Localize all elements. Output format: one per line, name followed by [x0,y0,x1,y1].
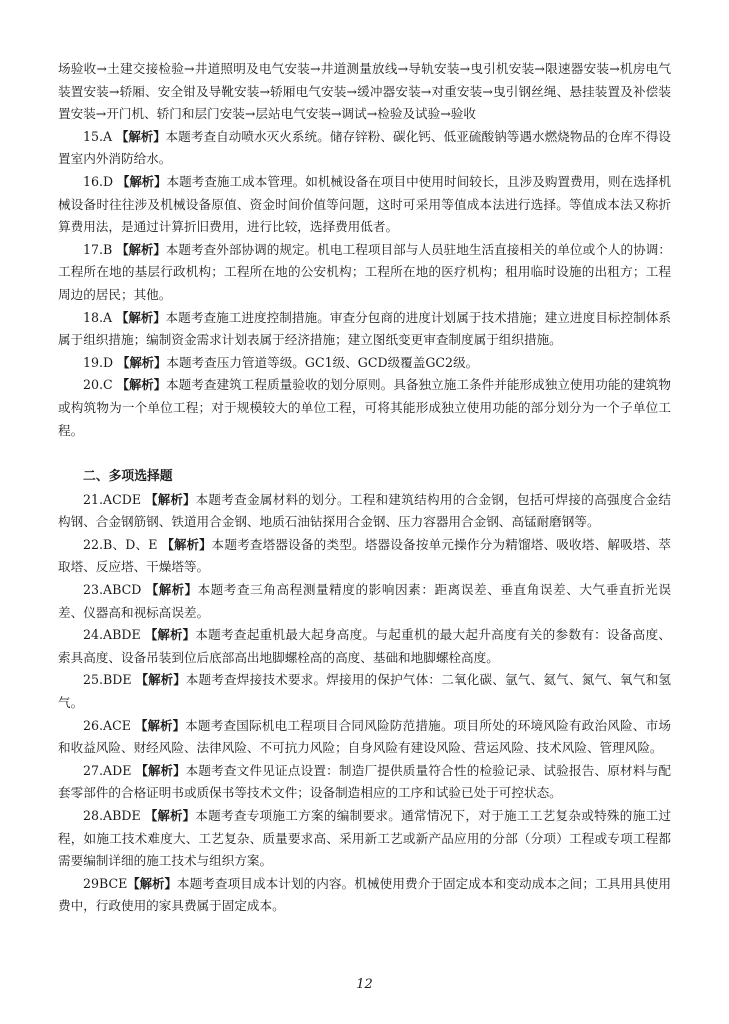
section-title-multiple-choice: 二、多项选择题 [83,469,173,485]
answer-number: 24.ABDE [83,627,141,643]
answer-number: 23.ABCD [83,582,142,598]
answer-22 [58,534,671,579]
answer-text: 本题考查项目成本计划的内容。机械使用费介于固定成本和变动成本之间；工具用具使用费中，行政使用的家具费属于固定成本。 [58,875,671,914]
answer-number: 22.B、D、E [83,536,158,552]
answer-number: 20.C [83,377,113,393]
analysis-tag: 【解析】 [161,537,212,552]
answer-text: 本题考查专项施工方案的编制要求。通常情况下，对于施工工艺复杂或特殊的施工过程，如施工技术难度大、工艺复杂、质量要求高、采用新工艺或新产品应用的分部（分项）工程或专项工程都需要编制详细的施工技术与组织方案。 [58,808,671,869]
page-content [58,58,671,918]
answer-text: 本题考查塔器设备的类型。塔器设备按单元操作分为精馏塔、吸收塔、解吸塔、萃取塔、反应塔、干燥塔等。 [58,536,671,575]
answer-text: 本题考查三角高程测量精度的影响因素：距离误差、垂直角误差、大气垂直折光误差、仪器高和视标高误差。 [58,582,671,620]
answer-18 [58,307,671,352]
answer-text: 本题考查施工成本管理。如机械设备在项目中使用时间较长，且涉及购置费用，则在选择机械设备时往往涉及机械设备原值、资金时间价值等问题，这时可采用等值成本法进行选择。等值成本法又称折算费用法，是通过计算折旧费用，进行比较，选择费用低者。 [58,173,671,235]
analysis-tag: 【解析】 [116,310,166,325]
intro-text: 场验收→土建交接检验→井道照明及电气安装→井道测量放线→导轨安装→曳引机安装→限速器安装→机房电气装置安装→轿厢、安全钳及导靴安装→轿厢电气安装→缓冲器安装→对重安装→曳引钢丝绳、悬挂装置及补偿装置安装→开门机、轿门和层门安装→层站电气安装→调试→检验及试验→验收 [58,61,671,122]
answer-24 [58,624,671,669]
answer-number: 18.A [83,309,113,325]
answer-number: 26.ACE [83,717,131,733]
answer-26 [58,715,671,760]
answer-number: 17.B [83,241,113,257]
analysis-tag: 【解析】 [117,355,167,370]
answer-number: 27.ADE [83,762,132,778]
answer-text: 本题考查自动喷水灭火系统。储存锌粉、碳化钙、低亚硫酸钠等遇水燃烧物品的仓库不得设置室内外消防给水。 [58,128,671,167]
analysis-tag: 【解析】 [145,492,196,507]
answer-text: 本题考查起重机最大起身高度。与起重机的最大起升高度有关的参数有：设备高度、索具高度、设备吊装到位后底部高出地脚螺栓高的高度、基础和地脚螺栓高度。 [58,627,671,665]
analysis-tag: 【解析】 [135,673,186,688]
answer-16 [58,171,671,239]
analysis-tag: 【解析】 [135,763,186,778]
analysis-tag: 【解析】 [117,174,167,189]
answer-15 [58,126,671,171]
answer-29 [58,873,671,918]
answer-25 [58,669,671,714]
answer-27 [58,760,671,805]
answer-23 [58,579,671,624]
analysis-tag: 【解析】 [144,628,196,643]
answer-text: 本题考查文件见证点设置：制造厂提供质量符合性的检验记录、试验报告、原材料与配套零部件的合格证明书或质保书等技术文件；设备制造相应的工序和试验已处于可控状态。 [58,762,671,801]
answer-20 [58,374,671,442]
analysis-tag: 【解析】 [116,129,166,144]
answer-number: 28.ABDE [83,808,141,823]
analysis-tag: 【解析】 [135,718,186,733]
answer-text: 本题考查建筑工程质量验收的划分原则。具备独立施工条件并能形成独立使用功能的建筑物或构筑物为一个单位工程；对于规模较大的单位工程，可将其能形成独立使用功能的部分划分为一个子单位工程。 [58,377,671,438]
analysis-tag: 【解析】 [127,876,177,891]
answer-text: 本题考查金属材料的划分。工程和建筑结构用的合金钢，包括可焊接的高强度合金结构钢、合金钢筋钢、铁道用合金钢、地质石油钻探用合金钢、压力容器用合金钢、高锰耐磨钢等。 [58,491,671,530]
answer-text: 本题考查施工进度控制措施。审查分包商的进度计划属于技术措施；建立进度目标控制体系属于组织措施；编制资金需求计划表属于经济措施；建立图纸变更审查制度属于组织措施。 [58,309,671,348]
answer-text: 本题考查外部协调的规定。机电工程项目部与人员驻地生活直接相关的单位或个人的协调：工程所在地的基层行政机构；工程所在地的公安机构；工程所在地的医疗机构；租用临时设施的出租方；工程周边的居民；其他。 [58,241,671,302]
answer-text: 本题考查压力管道等级。GC1级、GCD级覆盖GC2级。 [166,354,479,370]
answer-number: 15.A [83,128,113,144]
page-number: 12 [356,977,373,992]
answer-21 [58,489,671,534]
answer-number: 25.BDE [83,672,132,688]
answer-number: 16.D [83,173,114,189]
answer-19 [58,352,671,375]
answer-number: 19.D [83,354,114,370]
answer-text: 本题考查国际机电工程项目合同风险防范措施。项目所处的环境风险有政治风险、市场和收益风险、财经风险、法律风险、不可抗力风险；自身风险有建设风险、营运风险、技术风险、管理风险。 [58,717,671,756]
analysis-tag: 【解析】 [144,809,196,823]
analysis-tag: 【解析】 [116,378,167,393]
intro-paragraph [58,58,671,126]
answer-text: 本题考查焊接技术要求。焊接用的保护气体：二氧化碳、氩气、氦气、氮气、氧气和氢气。 [58,672,671,711]
answer-number: 21.ACDE [83,491,142,507]
answer-17 [58,239,671,307]
answer-28 [58,805,671,873]
answer-number: 29BCE [83,875,128,891]
analysis-tag: 【解析】 [116,242,166,257]
analysis-tag: 【解析】 [145,583,198,598]
